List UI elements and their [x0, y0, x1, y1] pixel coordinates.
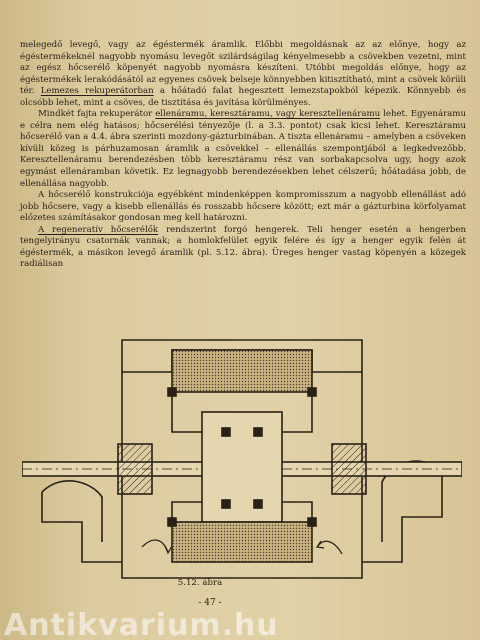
paragraph-2 [20, 109, 466, 190]
paragraph-3: A hőcserélő konstrukciója egyébként mindenképpen kompromisszum a nagyobb ellenállást adó jobb hőcsere, vagy a kisebb ellenállás és rosszabb hőcsere között; ezt már a gázturbina körfolyamat előzetes számításakor gondosan meg kell határozni. [20, 190, 466, 224]
left-duct [42, 492, 122, 562]
regenerator-drawing [22, 332, 462, 584]
watermark: Antikvarium.hu [4, 608, 279, 640]
paragraph-2-text: lehet. Egyenáramu e célra nem elég hatásos; hőcserélési tényezője (l. a 3.3. pontot) csak kicsi lehet. Keresztáramu hőcserélő van a 4.4. ábra szerinti mozdony-gázturbinában. A tiszta ellenáramu – amelyben a csöveken kívüli közeg is párhuzamosan áramlik a csövekkel – ellenállás szempontjából a legkedvezőbb. Keresztellenáramu berendezésben több keresztáramu rész van sorbakapcsolva ugy, hogy azok egymást ellenáramban követik. Ez legnagyobb berendezésekben lehet célszerű; hőátadása jobb, de ellenállása nagyobb. [20, 109, 466, 189]
paragraph-1 [20, 40, 466, 109]
page-number: - 47 - [198, 598, 222, 608]
rotor-hub [202, 412, 282, 522]
paragraph-4-text: rendszerint forgó hengerek. Teli henger esetén a hengerben tengelyirányu csatornák vannak; a homlokfelület egyik felére és így a henger egyik felén át égéstermék, a másikon levegő áramlik (pl. 5.12. ábra). Üreges henger vastag köpenyén a közegek radiálisan [20, 224, 467, 270]
flow-arrow-left [142, 540, 168, 552]
right-bearing [332, 444, 366, 494]
figure-caption: 5.12. ábra [177, 578, 223, 588]
rotor-matrix-bottom [172, 522, 312, 562]
right-duct [362, 472, 442, 562]
paragraph-4 [20, 225, 466, 271]
paragraph-2-lead: Mindkét fajta rekuperátor [38, 109, 156, 120]
left-bearing [118, 444, 152, 494]
term-lemezes-rekuperator: Lemezes rekuperátorban [40, 86, 154, 97]
body-text [20, 40, 466, 271]
paragraph-1-text: melegedő levegő, vagy az égéstermék áramlik. Előbbi megoldásnak az az előnye, hogy az égéstermékeknél nagyobb nyomásu levegőt szilárdságilag kényelmesebb a csövekben vezetni, mint az egész hőcserélő köpenyét nagyobb nyomásra készíteni. Utóbbi megoldás előnye, hogy az égéstermékek lerakódásától az egyenes csövek belseje könnyebben kitisztítható, mint a csövek körüli tér. [20, 40, 466, 97]
rotor-drum-top [172, 350, 312, 392]
base-frame [122, 562, 362, 578]
term-regenerativ-hocserelo: A regeneratív hőcserélők [38, 224, 159, 235]
paragraph-1-cont: a hőátadó falat hegesztett lemezstapokból képezik. Könnyebb és olcsóbb lehet, mint a csöves, de tisztítása és javítása körülményes. [20, 86, 467, 108]
term-aramlasi-modok: ellenáramu, keresztáramu, vagy keresztellenáramu [155, 109, 381, 120]
